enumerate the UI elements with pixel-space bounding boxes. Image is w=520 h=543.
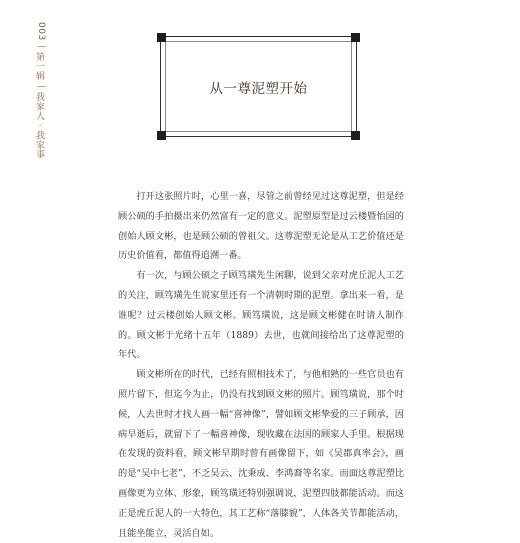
separator: | <box>36 84 46 89</box>
paragraph: 有一次，与顾公硕之子顾笃璜先生闲聊，说到父亲对虎丘泥人工艺的关注，顾笃璜先生说家里还有一个清朝时期的泥塑。拿出来一看，是谁呢？过云楼创始人顾文彬。顾笃璜说，这是顾文彬健在时请人制作的。顾文彬于光绪十五年（1889）去世，也就间接给出了这尊泥塑的年代。 <box>118 270 404 361</box>
chapter-title: 从一尊泥塑开始 <box>209 81 308 97</box>
section-label: 我家人 · 我家事 <box>34 92 44 160</box>
corner-ornament <box>157 131 166 140</box>
page-number: 003 <box>36 22 46 41</box>
chapter-title-frame <box>160 36 357 137</box>
separator: | <box>36 44 46 49</box>
paragraph: 打开这张照片时，心里一喜，尽管之前曾经见过这尊泥塑，但是经顾公硕的手拍摄出来仍然富有一定的意义。泥塑原型是过云楼暨怡园的创始人顾文彬，也是顾公硕的曾祖父。这尊泥塑无论是从工艺价值还是历史价值看，都值得追溯一番。 <box>118 191 404 262</box>
corner-ornament <box>351 131 360 140</box>
corner-ornament <box>157 33 166 42</box>
running-header <box>33 22 46 159</box>
body-text <box>118 187 404 543</box>
paragraph: 顾文彬所在的时代，已经有照相技术了，与他相熟的一些官员也有照片留下，但迄今为止，仍没有找到顾文彬的照片。顾笃璜说，那个时候，人去世时才找人画一幅“喜神像”，譬如顾文彬挚爱的三子顾承，因病早逝后，就留下了一幅喜神像，现收藏在法国的顾家人手里。根据现在发现的资料看，顾文彬早期时曾有画像留下，如《吴郡真率会》，画的是“吴中七老”，不乏吴云、沈秉成、李鸿裔等名家。而面这尊泥塑比画像更为立体、形象，顾笃璜还特别强调说，泥塑四肢都能活动。而这正是虎丘泥人的一大特色，其工艺称“落膝貌”，人体各关节都能活动，且能坐能立，灵活自如。 <box>118 369 404 539</box>
corner-ornament <box>351 33 360 42</box>
part-label: 第一辑 <box>34 52 44 81</box>
